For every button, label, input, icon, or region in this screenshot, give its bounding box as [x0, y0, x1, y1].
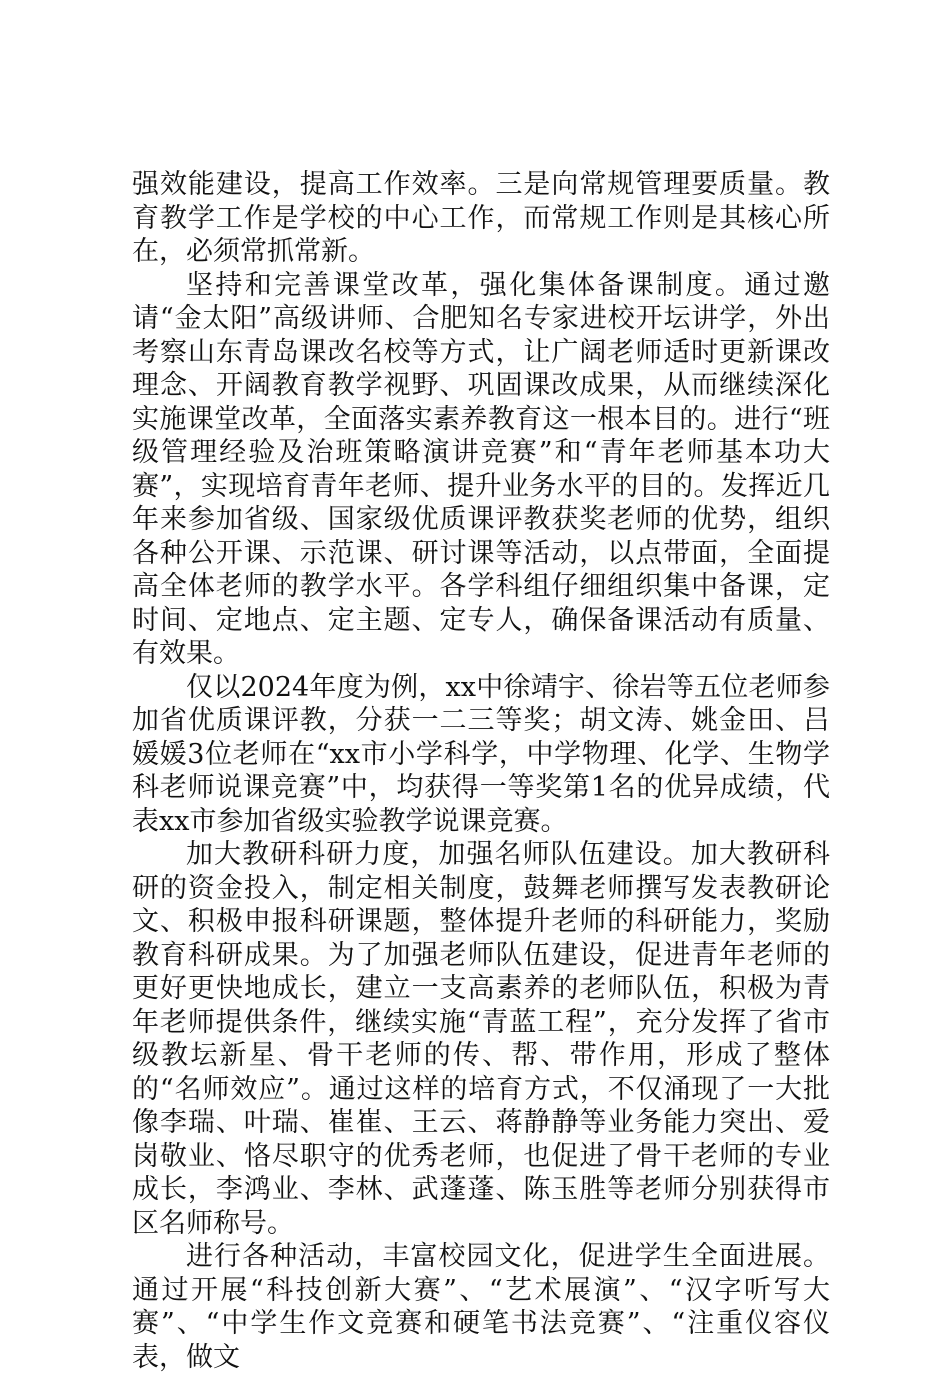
paragraph-continued-efficiency: 强效能建设，提高工作效率。三是向常规管理要质量。教育教学工作是学校的中心工作，而常规工作则是其核心所在，必须常抓常新。 — [132, 169, 830, 267]
document-body — [132, 168, 830, 1374]
paragraph-teaching-research: 加大教研科研力度，加强名师队伍建设。加大教研科研的资金投入，制定相关制度，鼓舞老师撰写发表教研论文、积极申报科研课题，整体提升老师的科研能力，奖励教育科研成果。为了加强老师队伍建设，促进青年老师的更好更快地成长，建立一支高素养的老师队伍，积极为青年老师提供条件，继续实施“青蓝工程”，充分发挥了省市级教坛新星、骨干老师的传、帮、带作用，形成了整体的“名师效应”。通过这样的培育方式，不仅涌现了一大批像李瑞、叶瑞、崔崔、王云、蒋静静等业务能力突出、爱岗敬业、恪尽职守的优秀老师，也促进了骨干老师的专业成长，李鸿业、李林、武蓬蓬、陈玉胜等老师分别获得市区名师称号。 — [132, 839, 830, 1239]
paragraph-campus-culture: 进行各种活动，丰富校园文化，促进学生全面进展。通过开展“科技创新大赛”、“艺术展演”、“汉字听写大赛”、“中学生作文竞赛和硬笔书法竞赛”、“注重仪容仪表，做文 — [132, 1241, 830, 1373]
paragraph-classroom-reform: 坚持和完善课堂改革，强化集体备课制度。通过邀请“金太阳”高级讲师、合肥知名专家进校开坛讲学，外出考察山东青岛课改名校等方式，让广阔老师适时更新课改理念、开阔教育教学视野、巩固课改成果，从而继续深化实施课堂改革，全面落实素养教育这一根本目的。进行“班级管理经验及治班策略演讲竞赛”和“青年老师基本功大赛”，实现培育青年老师、提升业务水平的目的。发挥近几年来参加省级、国家级优质课评教获奖老师的优势，组织各种公开课、示范课、研讨课等活动，以点带面，全面提高全体老师的教学水平。各学科组仔细组织集中备课，定时间、定地点、定主题、定专人，确保备课活动有质量、有效果。 — [132, 269, 830, 669]
paragraph-2024-awards: 仅以2024年度为例，xx中徐靖宇、徐岩等五位老师参加省优质课评教，分获一二三等奖；胡文涛、姚金田、吕媛媛3位老师在“xx市小学科学，中学物理、化学、生物学科老师说课竞赛”中，均获得一等奖第1名的优异成绩，代表xx市参加省级实验教学说课竞赛。 — [132, 671, 830, 837]
